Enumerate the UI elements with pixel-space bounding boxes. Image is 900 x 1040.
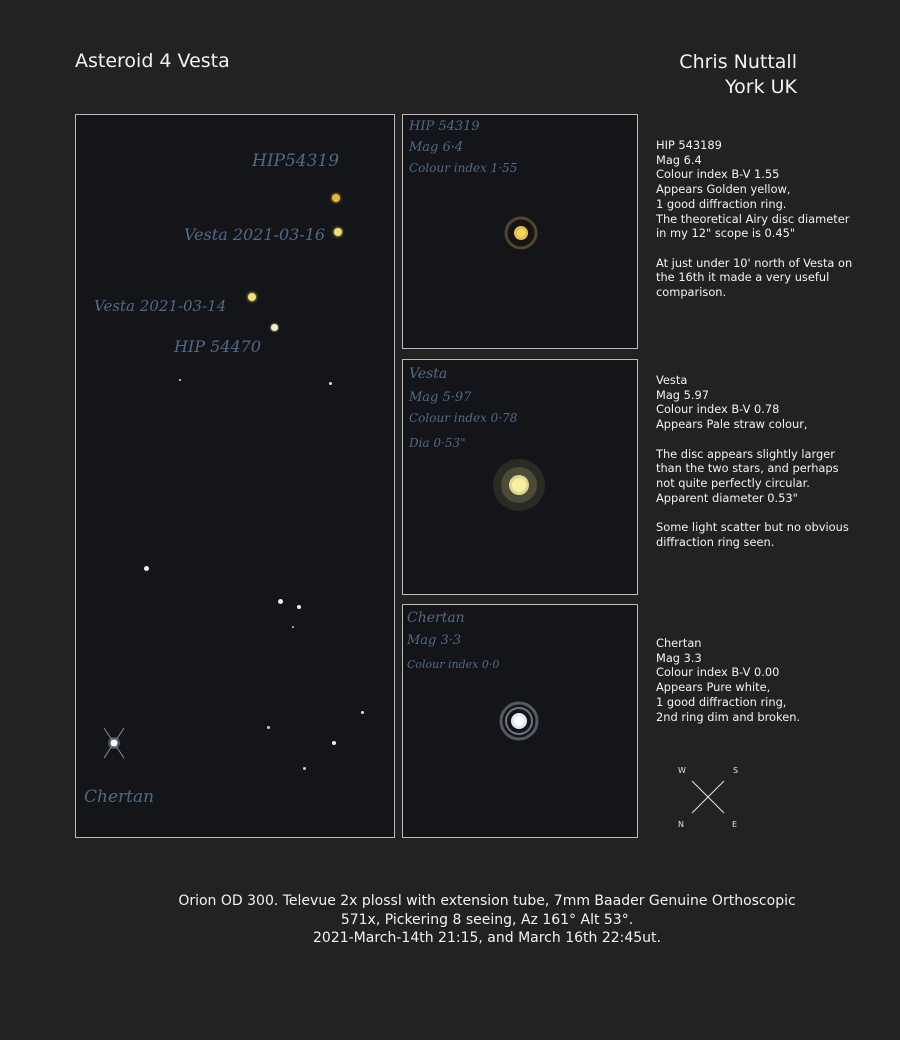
- panel-label-line: HIP 54319: [409, 119, 480, 134]
- field-star: [144, 566, 149, 571]
- panel-label-line: Chertan: [407, 610, 465, 626]
- chertan-airy-disc: [497, 699, 541, 743]
- compass-e: E: [732, 820, 738, 829]
- hip54319-description: HIP 543189 Mag 6.4 Colour index B-V 1.55 Appears Golden yellow, 1 good diffraction ring. The theoretical Airy disc diameter in my 12" scope is 0.45" At just under 10' north of Vesta on the 16th it made a very useful comparison.: [656, 138, 853, 300]
- vesta-0314-marker: [248, 293, 256, 301]
- vesta-panel: [402, 359, 638, 595]
- footer-line: 2021-March-14th 21:15, and March 16th 22:45ut.: [313, 930, 661, 946]
- footer-line: 571x, Pickering 8 seeing, Az 161° Alt 53°.: [340, 911, 634, 928]
- field-star: [361, 711, 364, 714]
- equipment-notes: [0, 892, 900, 948]
- vesta-description: Vesta Mag 5.97 Colour index B-V 0.78 Appears Pale straw colour, The disc appears slightly larger than the two stars, and perhaps not quite perfectly circular. Apparent diameter 0.53" Some light scatter but no obvious diffraction ring seen.: [656, 373, 849, 549]
- chertan-description: Chertan Mag 3.3 Colour index B-V 0.00 Appears Pure white, 1 good diffraction ring, 2nd ring dim and broken.: [656, 636, 801, 724]
- panel-label-line: Dia 0·53": [409, 436, 466, 450]
- compass: [672, 760, 746, 834]
- panel-label-line: Mag 3·3: [407, 633, 462, 648]
- panel-label-line: Mag 5·97: [409, 390, 472, 405]
- author-block: [679, 50, 797, 100]
- hip54319-label: HIP54319: [252, 151, 340, 171]
- vesta-disc: [489, 455, 549, 515]
- page-title: Asteroid 4 Vesta: [75, 50, 230, 72]
- field-sketch-panel: [75, 114, 395, 838]
- author-name: Chris Nuttall: [679, 51, 797, 73]
- compass-n: N: [678, 820, 684, 829]
- field-star: [332, 741, 336, 745]
- field-star: [292, 626, 294, 628]
- compass-cross-icon: [690, 779, 726, 815]
- chertan-star-flare: [96, 717, 132, 767]
- field-star: [329, 382, 332, 385]
- author-location: York UK: [725, 76, 797, 98]
- hip54319-panel: [402, 114, 638, 349]
- panel-label-line: Colour index 0·78: [409, 411, 518, 425]
- hip54319-airy-disc: [501, 213, 541, 253]
- vesta-0316-marker: [334, 228, 342, 236]
- compass-w: W: [678, 766, 686, 775]
- panel-label-line: Colour index 0·0: [407, 658, 500, 671]
- hip54319-star: [332, 194, 340, 202]
- compass-s: S: [733, 766, 739, 775]
- panel-label-line: Vesta: [409, 366, 448, 382]
- chertan-label: Chertan: [84, 787, 155, 807]
- panel-label-line: Mag 6·4: [409, 140, 464, 155]
- field-star: [297, 605, 301, 609]
- vesta-0316-label: Vesta 2021-03-16: [184, 225, 326, 244]
- chertan-panel: [402, 604, 638, 838]
- field-star: [278, 599, 283, 604]
- hip54470-star: [271, 324, 278, 331]
- hip54470-label: HIP 54470: [174, 337, 262, 356]
- field-star: [303, 767, 306, 770]
- footer-line: Orion OD 300. Televue 2x plossl with extension tube, 7mm Baader Genuine Orthoscopic: [178, 893, 796, 909]
- field-star: [179, 379, 181, 381]
- vesta-0314-label: Vesta 2021-03-14: [94, 297, 227, 315]
- panel-label-line: Colour index 1·55: [409, 161, 518, 175]
- field-star: [267, 726, 270, 729]
